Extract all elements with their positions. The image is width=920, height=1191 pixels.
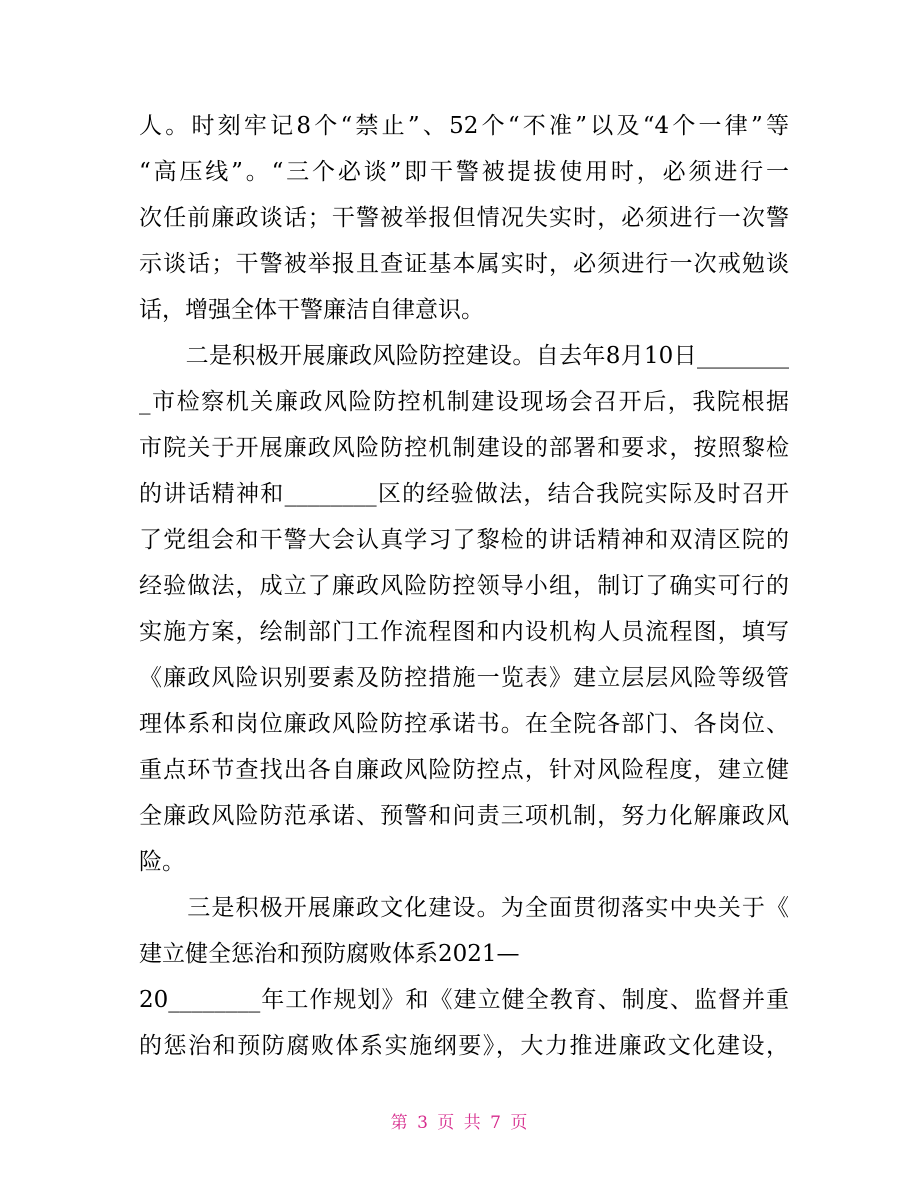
body-line: 的惩治和预防腐败体系实施纲要》，大力推进廉政文化建设， <box>139 1033 789 1059</box>
body-line: “高压线”。“三个必谈”即干警被提拔使用时，必须进行一 <box>139 159 789 185</box>
body-line: 示谈话；干警被举报且查证基本属实时，必须进行一次戒勉谈 <box>139 251 789 277</box>
body-line: 话，增强全体干警廉洁自律意识。 <box>139 297 484 323</box>
body-line: 次任前廉政谈话；干警被举报但情况失实时，必须进行一次警 <box>139 205 789 231</box>
body-line: _市检察机关廉政风险防控机制建设现场会召开后，我院根据 <box>139 389 789 415</box>
body-line: 的讲话精神和________区的经验做法，结合我院实际及时召开 <box>139 481 789 507</box>
paragraph-start-line: 二是积极开展廉政风险防控建设。自去年8月10日________ <box>139 343 789 369</box>
body-line: 经验做法，成立了廉政风险防控领导小组，制订了确实可行的 <box>139 573 789 599</box>
body-line: 建立健全惩治和预防腐败体系2021— <box>139 941 520 967</box>
body-line: 人。时刻牢记8个“禁止”、52个“不准”以及“4个一律”等 <box>139 113 789 139</box>
body-line: 实施方案，绘制部门工作流程图和内设机构人员流程图，填写 <box>139 619 789 645</box>
body-line: 《廉政风险识别要素及防控措施一览表》建立层层风险等级管 <box>139 665 789 691</box>
body-line: 了党组会和干警大会认真学习了黎检的讲话精神和双清区院的 <box>139 527 789 553</box>
body-line: 20________年工作规划》和《建立健全教育、制度、监督并重 <box>139 987 789 1013</box>
page-number-footer: 第 3 页 共 7 页 <box>390 1113 530 1133</box>
body-line: 重点环节查找出各自廉政风险防控点，针对风险程度，建立健 <box>139 757 789 783</box>
body-line: 全廉政风险防范承诺、预警和问责三项机制，努力化解廉政风 <box>139 803 789 829</box>
paragraph-start-line: 三是积极开展廉政文化建设。为全面贯彻落实中央关于《 <box>139 895 789 921</box>
body-line: 理体系和岗位廉政风险防控承诺书。在全院各部门、各岗位、 <box>139 711 789 737</box>
body-line: 市院关于开展廉政风险防控机制建设的部署和要求，按照黎检 <box>139 435 789 461</box>
body-line: 险。 <box>139 849 185 875</box>
